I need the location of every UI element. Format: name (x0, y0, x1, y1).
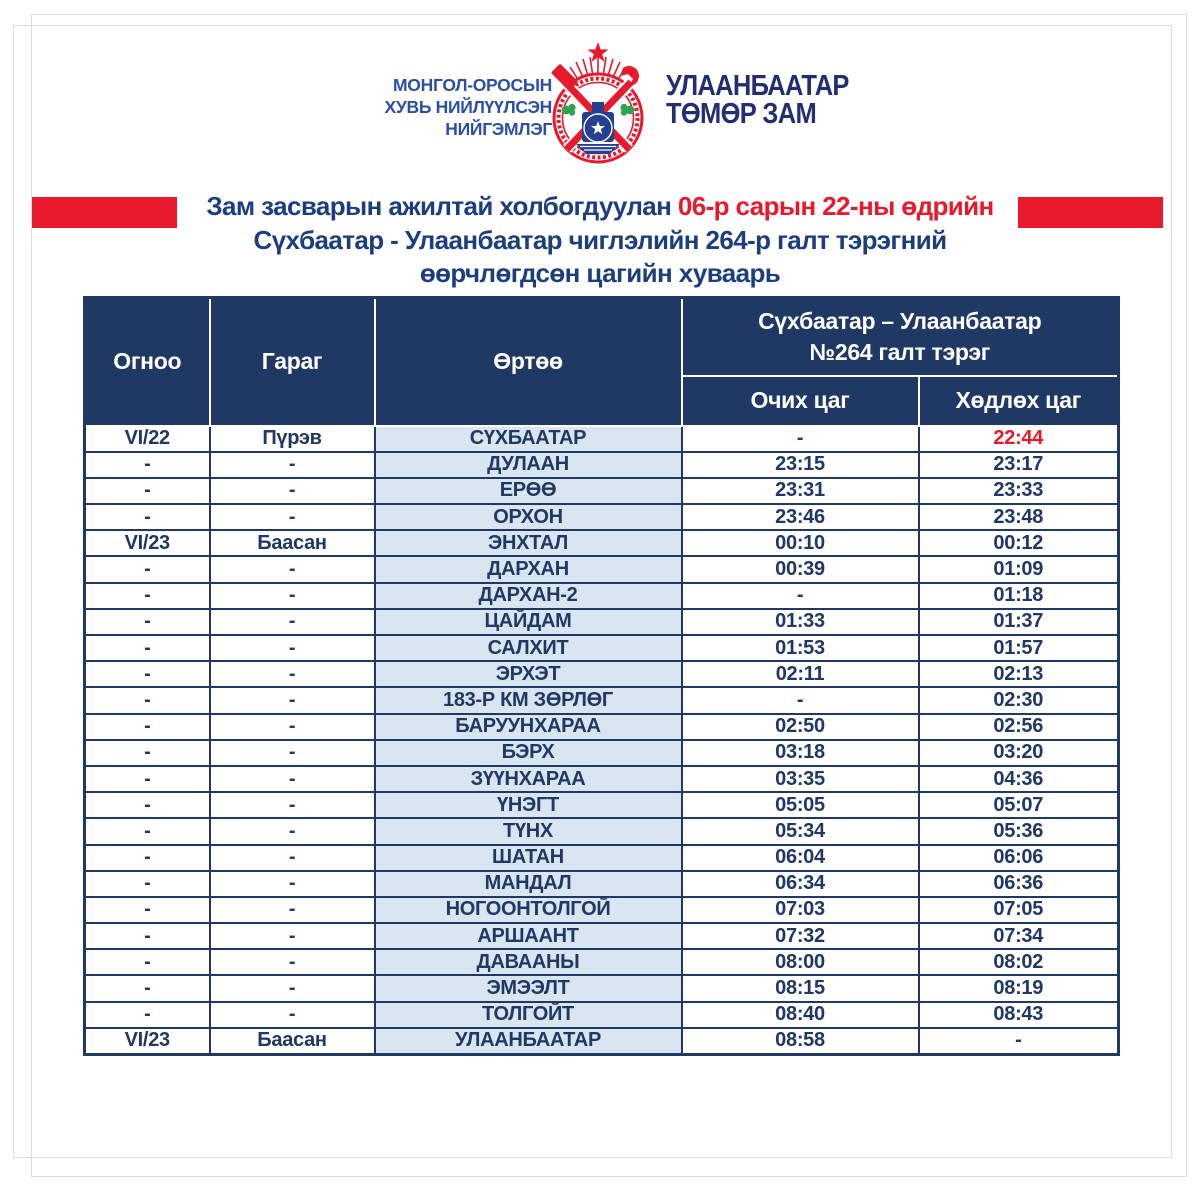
table-row (85, 897, 1119, 923)
cell-date: - (85, 556, 210, 582)
company-name-line: НИЙГЭМЛЭГ (445, 119, 552, 139)
cell-arrive: 08:58 (682, 1028, 919, 1054)
cell-arrive: 02:50 (682, 714, 919, 740)
cell-station: УЛААНБААТАР (375, 1028, 682, 1054)
cell-day: Пүрэв (210, 426, 375, 452)
table-row (85, 871, 1119, 897)
cell-depart: 02:30 (919, 687, 1119, 713)
cell-depart: 23:17 (919, 452, 1119, 478)
table-row (85, 845, 1119, 871)
cell-day: - (210, 818, 375, 844)
cell-day: - (210, 687, 375, 713)
cell-arrive: - (682, 583, 919, 609)
cell-day: - (210, 504, 375, 530)
cell-arrive: 08:00 (682, 949, 919, 975)
cell-arrive: 07:32 (682, 923, 919, 949)
cell-station: ШАТАН (375, 845, 682, 871)
header-row-main (85, 298, 1119, 376)
cell-arrive: 08:40 (682, 1002, 919, 1028)
cell-date: - (85, 452, 210, 478)
table-row (85, 740, 1119, 766)
cell-station: ЦАЙДАМ (375, 609, 682, 635)
cell-arrive: 23:31 (682, 478, 919, 504)
cell-depart: 08:19 (919, 975, 1119, 1001)
cell-depart: 08:02 (919, 949, 1119, 975)
company-name-block (330, 74, 552, 140)
table-row (85, 792, 1119, 818)
cell-arrive: 00:39 (682, 556, 919, 582)
cell-day: - (210, 740, 375, 766)
table-row (85, 426, 1119, 452)
cell-station: ДУЛААН (375, 452, 682, 478)
cell-arrive: 05:34 (682, 818, 919, 844)
company-name-line: ХУВЬ НИЙЛҮҮЛСЭН (384, 97, 552, 117)
table-row (85, 583, 1119, 609)
cell-depart: 05:07 (919, 792, 1119, 818)
cell-day: Баасан (210, 530, 375, 556)
cell-date: - (85, 949, 210, 975)
cell-station: ЭНХТАЛ (375, 530, 682, 556)
cell-date: - (85, 975, 210, 1001)
cell-depart: 07:34 (919, 923, 1119, 949)
cell-depart: - (919, 1028, 1119, 1054)
cell-depart: 07:05 (919, 897, 1119, 923)
cell-station: ТҮНХ (375, 818, 682, 844)
header-station: Өртөө (375, 298, 682, 426)
cell-arrive: 06:34 (682, 871, 919, 897)
cell-depart: 04:36 (919, 766, 1119, 792)
cell-date: - (85, 740, 210, 766)
cell-day: - (210, 635, 375, 661)
cell-station: СҮХБААТАР (375, 426, 682, 452)
table-row (85, 452, 1119, 478)
timetable (83, 296, 1120, 1056)
cell-arrive: 08:15 (682, 975, 919, 1001)
cell-depart: 22:44 (919, 426, 1119, 452)
table-row (85, 1002, 1119, 1028)
cell-depart: 02:13 (919, 661, 1119, 687)
cell-day: - (210, 583, 375, 609)
cell-station: ЭРХЭТ (375, 661, 682, 687)
cell-arrive: - (682, 687, 919, 713)
header-train-group-line: №264 галт тэрэг (809, 338, 991, 365)
cell-date: - (85, 714, 210, 740)
cell-arrive: 05:05 (682, 792, 919, 818)
cell-depart: 23:48 (919, 504, 1119, 530)
cell-day: - (210, 452, 375, 478)
brand-name-line: ТӨМӨР ЗАМ (666, 98, 817, 130)
cell-depart: 05:36 (919, 818, 1119, 844)
cell-arrive: 03:18 (682, 740, 919, 766)
header-arrive: Очих цаг (682, 376, 919, 426)
cell-depart: 01:18 (919, 583, 1119, 609)
cell-depart: 01:37 (919, 609, 1119, 635)
title-line-1-highlight: 06-р сарын 22-ны өдрийн (677, 191, 994, 221)
cell-day: - (210, 923, 375, 949)
cell-day: - (210, 975, 375, 1001)
cell-date: - (85, 609, 210, 635)
cell-day: - (210, 949, 375, 975)
cell-station: ҮНЭГТ (375, 792, 682, 818)
cell-date: VI/23 (85, 530, 210, 556)
cell-depart: 23:33 (919, 478, 1119, 504)
cell-station: АРШААНТ (375, 923, 682, 949)
cell-date: - (85, 792, 210, 818)
cell-date: - (85, 845, 210, 871)
cell-arrive: 23:46 (682, 504, 919, 530)
table-row (85, 530, 1119, 556)
header-date: Огноо (85, 298, 210, 426)
cell-station: НОГООНТОЛГОЙ (375, 897, 682, 923)
cell-station: ДАРХАН-2 (375, 583, 682, 609)
brand-name-line: УЛААНБААТАР (666, 70, 849, 102)
cell-date: - (85, 871, 210, 897)
table-row (85, 949, 1119, 975)
table-row (85, 609, 1119, 635)
table-row (85, 714, 1119, 740)
cell-station: ОРХОН (375, 504, 682, 530)
timetable-body (85, 426, 1119, 1055)
table-row (85, 766, 1119, 792)
table-row (85, 687, 1119, 713)
cell-day: - (210, 1002, 375, 1028)
cell-station: САЛХИТ (375, 635, 682, 661)
cell-date: - (85, 1002, 210, 1028)
table-row (85, 478, 1119, 504)
header-train-group (682, 298, 1119, 376)
brand-name-block (666, 72, 849, 128)
cell-date: - (85, 766, 210, 792)
cell-arrive: 03:35 (682, 766, 919, 792)
cell-depart: 08:43 (919, 1002, 1119, 1028)
table-row (85, 818, 1119, 844)
title-line-1-normal: Зам засварын ажилтай холбогдуулан (206, 191, 678, 221)
cell-day: - (210, 661, 375, 687)
cell-arrive: - (682, 426, 919, 452)
cell-date: - (85, 635, 210, 661)
cell-date: - (85, 478, 210, 504)
cell-date: - (85, 687, 210, 713)
title-line-1 (100, 190, 1100, 224)
cell-station: ЭМЭЭЛТ (375, 975, 682, 1001)
title-line-3: өөрчлөгдсөн цагийн хуваарь (419, 258, 781, 288)
cell-day: - (210, 845, 375, 871)
cell-depart: 03:20 (919, 740, 1119, 766)
cell-arrive: 02:11 (682, 661, 919, 687)
cell-date: - (85, 583, 210, 609)
cell-station: ТОЛГОЙТ (375, 1002, 682, 1028)
cell-date: - (85, 818, 210, 844)
cell-date: - (85, 923, 210, 949)
header-depart: Хөдлөх цаг (919, 376, 1119, 426)
title-line-2: Сүхбаатар - Улаанбаатар чиглэлийн 264-р галт тэрэгний (253, 224, 947, 255)
cell-depart: 06:06 (919, 845, 1119, 871)
cell-day: - (210, 609, 375, 635)
cell-day: Баасан (210, 1028, 375, 1054)
cell-arrive: 01:53 (682, 635, 919, 661)
table-row (85, 556, 1119, 582)
company-name-line: МОНГОЛ-ОРОСЫН (393, 75, 552, 95)
cell-day: - (210, 792, 375, 818)
cell-day: - (210, 714, 375, 740)
railway-crest-icon (538, 40, 658, 166)
cell-station: ДАРХАН (375, 556, 682, 582)
cell-arrive: 07:03 (682, 897, 919, 923)
cell-depart: 01:57 (919, 635, 1119, 661)
cell-depart: 02:56 (919, 714, 1119, 740)
cell-station: МАНДАЛ (375, 871, 682, 897)
announcement-title (100, 190, 1100, 291)
table-row (85, 975, 1119, 1001)
table-row (85, 635, 1119, 661)
cell-day: - (210, 897, 375, 923)
cell-station: 183-Р КМ ЗӨРЛӨГ (375, 687, 682, 713)
cell-day: - (210, 556, 375, 582)
table-row (85, 923, 1119, 949)
table-row (85, 504, 1119, 530)
cell-station: ДАВААНЫ (375, 949, 682, 975)
cell-station: ЕРӨӨ (375, 478, 682, 504)
cell-arrive: 01:33 (682, 609, 919, 635)
cell-date: - (85, 897, 210, 923)
cell-station: ЗҮҮНХАРАА (375, 766, 682, 792)
cell-date: - (85, 504, 210, 530)
cell-day: - (210, 766, 375, 792)
cell-depart: 01:09 (919, 556, 1119, 582)
cell-arrive: 23:15 (682, 452, 919, 478)
table-row (85, 661, 1119, 687)
cell-station: БЭРХ (375, 740, 682, 766)
header-day: Гараг (210, 298, 375, 426)
cell-depart: 00:12 (919, 530, 1119, 556)
cell-date: VI/22 (85, 426, 210, 452)
cell-arrive: 00:10 (682, 530, 919, 556)
cell-date: VI/23 (85, 1028, 210, 1054)
cell-day: - (210, 871, 375, 897)
cell-station: БАРУУНХАРАА (375, 714, 682, 740)
cell-depart: 06:36 (919, 871, 1119, 897)
cell-date: - (85, 661, 210, 687)
table-row (85, 1028, 1119, 1054)
cell-arrive: 06:04 (682, 845, 919, 871)
header-train-group-line: Сүхбаатар – Улаанбаатар (758, 307, 1042, 334)
cell-day: - (210, 478, 375, 504)
